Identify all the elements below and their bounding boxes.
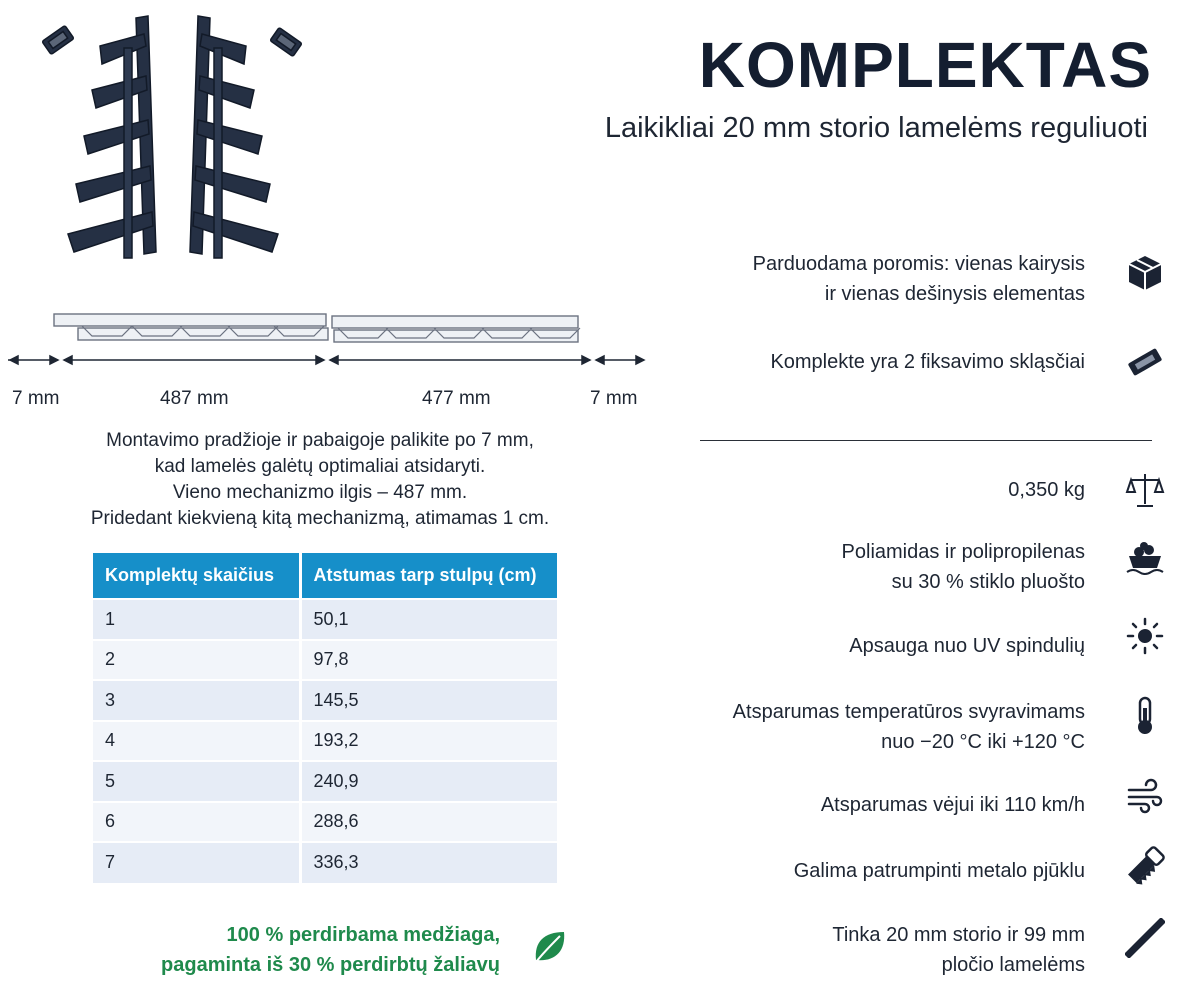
cell-sets: 5 — [93, 761, 300, 802]
table-header-row — [93, 553, 557, 599]
column-header-sets: Komplektų skaičius — [93, 553, 300, 599]
cell-distance: 50,1 — [300, 599, 557, 640]
feature-line: su 30 % stiklo pluošto — [891, 571, 1085, 593]
column-header-distance: Atstumas tarp stulpų (cm) — [300, 553, 557, 599]
feature-line: ir vienas dešinysis elementas — [824, 283, 1085, 305]
feature-line: Komplekte yra 2 fiksavimo skląsčiai — [770, 351, 1085, 373]
cell-distance: 193,2 — [300, 721, 557, 762]
table-row — [93, 802, 557, 843]
latch-icon — [1125, 342, 1165, 382]
cell-sets: 2 — [93, 640, 300, 681]
note-line: Vieno mechanizmo ilgis – 487 mm. — [172, 482, 468, 503]
feature-line: Poliamidas ir polipropilenas — [841, 541, 1085, 563]
cell-sets: 6 — [93, 802, 300, 843]
saw-icon — [1125, 846, 1165, 886]
feature-pair — [753, 249, 1085, 309]
note-line: Montavimo pradžioje ir pabaigoje palikite po 7 mm, — [106, 430, 534, 451]
rails-product-image — [52, 308, 592, 348]
box-icon — [1125, 252, 1165, 292]
feature-saw — [794, 856, 1085, 886]
dimension-left-gap: 7 mm — [12, 388, 60, 409]
feature-temperature — [733, 697, 1085, 757]
feature-line: Apsauga nuo UV spindulių — [849, 635, 1085, 657]
dimension-arrows — [8, 350, 648, 370]
feature-line: Tinka 20 mm storio ir 99 mm — [832, 924, 1085, 946]
eco-note — [161, 920, 500, 980]
table-row — [93, 721, 557, 762]
latch-image-right — [270, 27, 302, 56]
bracket-left — [68, 16, 156, 258]
feature-material — [842, 537, 1085, 597]
page-title: KOMPLEKTAS — [698, 29, 1152, 101]
cell-distance: 240,9 — [300, 761, 557, 802]
scale-icon — [1125, 470, 1165, 510]
latch-image-left — [42, 25, 74, 54]
feature-weight — [1008, 475, 1085, 505]
feature-line: Galima patrumpinti metalo pjūklu — [793, 860, 1085, 882]
cell-sets: 3 — [93, 680, 300, 721]
eco-line: pagaminta iš 30 % perdirbtų žaliavų — [161, 954, 500, 976]
note-line: kad lamelės galėtų optimaliai atsidaryti. — [154, 456, 486, 477]
cell-distance: 288,6 — [300, 802, 557, 843]
feature-uv — [849, 631, 1085, 661]
feature-latches — [770, 347, 1085, 377]
cell-distance: 97,8 — [300, 640, 557, 681]
dimension-right-gap: 7 mm — [590, 388, 638, 409]
table-row — [93, 842, 557, 883]
feature-line: pločio lamelėms — [941, 954, 1085, 976]
installation-notes — [50, 428, 590, 532]
cell-distance: 145,5 — [300, 680, 557, 721]
table-row — [93, 599, 557, 640]
page-subtitle: Laikikliai 20 mm storio lamelėms reguliuoti — [604, 112, 1148, 144]
table-row — [93, 761, 557, 802]
dimension-second-length: 477 mm — [422, 388, 491, 409]
feature-line: Atsparumas temperatūros svyravimams — [732, 701, 1085, 723]
cell-sets: 7 — [93, 842, 300, 883]
note-line: Pridedant kiekvieną kitą mechanizmą, atimamas 1 cm. — [90, 508, 550, 529]
feature-slat-size — [832, 920, 1085, 980]
feature-line: 0,350 kg — [1008, 479, 1085, 501]
leaf-icon — [530, 928, 570, 968]
cell-sets: 1 — [93, 599, 300, 640]
feature-line: nuo −20 °C iki +120 °C — [881, 731, 1085, 753]
table-row — [93, 640, 557, 681]
wind-icon — [1125, 776, 1165, 816]
dimension-first-length: 487 mm — [160, 388, 229, 409]
cell-sets: 4 — [93, 721, 300, 762]
feature-wind — [821, 790, 1085, 820]
table-row — [93, 680, 557, 721]
spacing-table — [93, 553, 557, 883]
feature-line: Parduodama poromis: vienas kairysis — [752, 253, 1085, 275]
material-icon — [1125, 538, 1165, 578]
bracket-right — [190, 16, 278, 258]
slat-icon — [1125, 918, 1165, 958]
cell-distance: 336,3 — [300, 842, 557, 883]
brackets-product-image — [40, 12, 320, 277]
thermometer-icon — [1125, 696, 1165, 736]
feature-line: Atsparumas vėjui iki 110 km/h — [820, 794, 1085, 816]
sun-icon — [1125, 616, 1165, 656]
section-divider — [700, 440, 1152, 441]
eco-line: 100 % perdirbama medžiaga, — [226, 924, 500, 946]
